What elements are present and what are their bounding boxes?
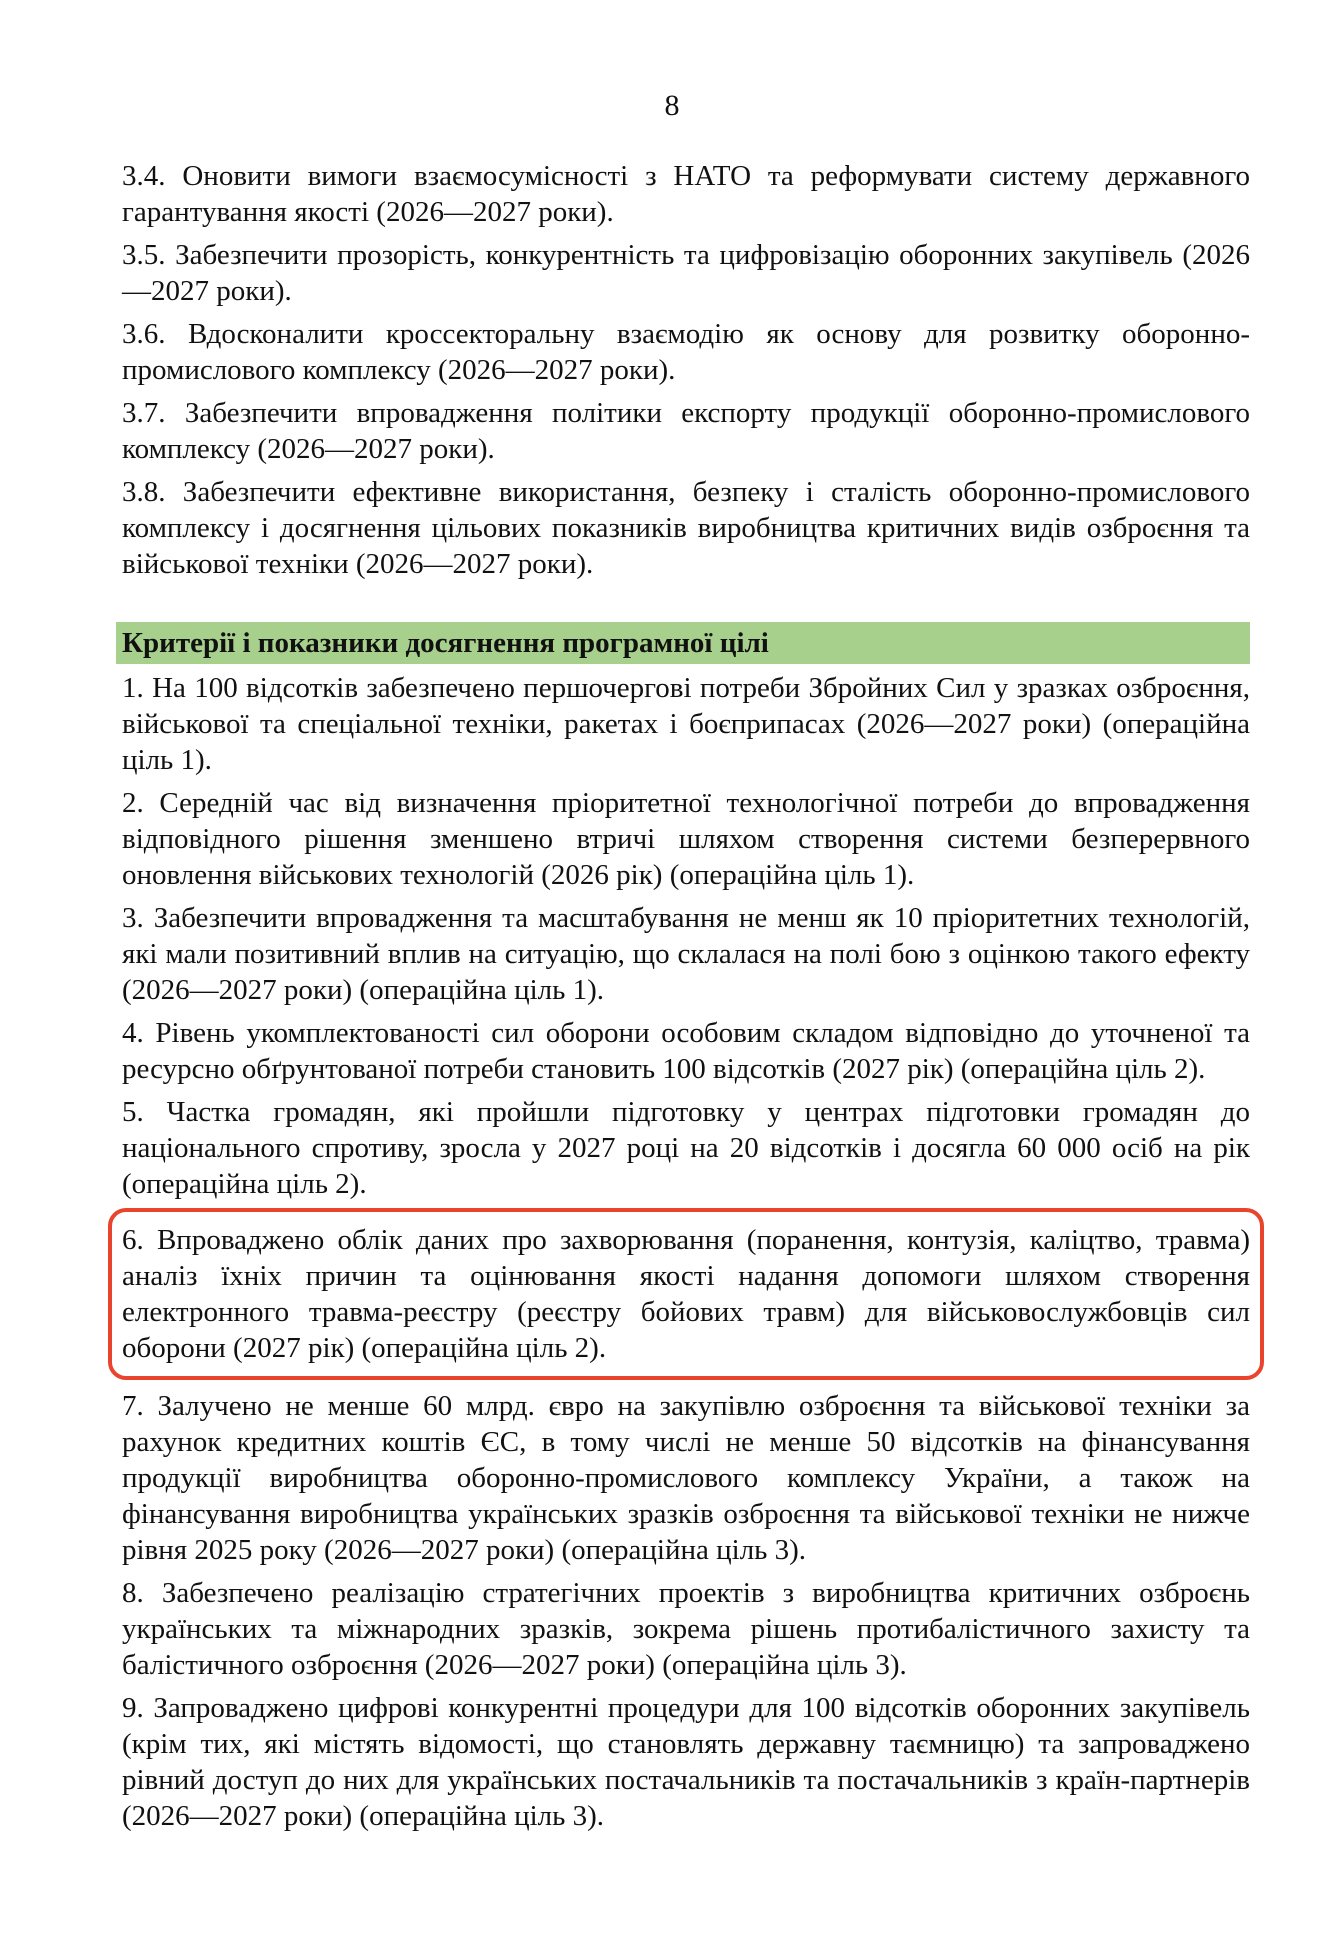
criterion-item: 4. Рівень укомплектованості сил оборони особовим складом відповідно до уточненої та ресурсно обґрунтованої потреби становить 100 відсотків (2027 рік) (операційна ціль 2). (122, 1017, 1250, 1085)
criterion-item: 2. Середній час від визначення пріоритетної технологічної потреби до впровадження відповідного рішення зменшено втричі шляхом створення системи безперервного оновлення військових технологій (2026 рік) (операційна ціль 1). (122, 787, 1250, 891)
task-item: 3.5. Забезпечити прозорість, конкурентність та цифровізацію оборонних закупівель (2026—2027 роки). (122, 239, 1250, 307)
criterion-item: 8. Забезпечено реалізацію стратегічних проектів з виробництва критичних озброєнь українських та міжнародних зразків, зокрема рішень протибалістичного захисту та балістичного озброєння (2026—2027 роки) (операційна ціль 3). (122, 1577, 1250, 1681)
section-heading: Критерії і показники досягнення програмної цілі (116, 622, 1250, 664)
page-number: 8 (664, 89, 680, 122)
task-item: 3.7. Забезпечити впровадження політики експорту продукції оборонно-промислового комплексу (2026—2027 роки). (122, 397, 1250, 465)
task-item: 3.8. Забезпечити ефективне використання, безпеку і сталість оборонно-промислового комплексу і досягнення цільових показників виробництва критичних видів озброєння та військової техніки (2026—2027 роки). (122, 476, 1250, 580)
page-content (122, 158, 1250, 1841)
criterion-item: 9. Запроваджено цифрові конкурентні процедури для 100 відсотків оборонних закупівель (крім тих, які містять відомості, що становлять державну таємницю) та запроваджено рівний доступ до них для українських постачальників та постачальників з країн-партнерів (2026—2027 роки) (операційна ціль 3). (122, 1692, 1250, 1832)
criterion-item: 7. Залучено не менше 60 млрд. євро на закупівлю озброєння та військової техніки за рахунок кредитних коштів ЄС, в тому числі не менше 50 відсотків на фінансування продукції виробництва оборонно-промислового комплексу України, а також на фінансування виробництва українських зразків озброєння та військової техніки не нижче рівня 2025 року (2026—2027 роки) (операційна ціль 3). (122, 1390, 1250, 1566)
criterion-item: 1. На 100 відсотків забезпечено першочергові потреби Збройних Сил у зразках озброєння, військової та спеціальної техніки, ракетах і боєприпасах (2026—2027 роки) (операційна ціль 1). (122, 672, 1250, 776)
highlighted-criterion: 6. Впроваджено облік даних про захворювання (поранення, контузія, каліцтво, травма) аналіз їхніх причин та оцінювання якості надання допомоги шляхом створення електронного травма-реєстру (реєстру бойових травм) для військовослужбовців сил оборони (2027 рік) (операційна ціль 2). (122, 1224, 1250, 1364)
task-item: 3.4. Оновити вимоги взаємосумісності з НАТО та реформувати систему державного гарантування якості (2026—2027 роки). (122, 160, 1250, 228)
criterion-item: 5. Частка громадян, які пройшли підготовку у центрах підготовки громадян до національного спротиву, зросла у 2027 році на 20 відсотків і досягла 60 000 осіб на рік (операційна ціль 2). (122, 1096, 1250, 1200)
task-item: 3.6. Вдосконалити кроссекторальну взаємодію як основу для розвитку оборонно-промислового комплексу (2026—2027 роки). (122, 318, 1250, 386)
criterion-item: 3. Забезпечити впровадження та масштабування не менш як 10 пріоритетних технологій, які мали позитивний вплив на ситуацію, що склалася на полі бою з оцінкою такого ефекту (2026—2027 роки) (операційна ціль 1). (122, 902, 1250, 1006)
